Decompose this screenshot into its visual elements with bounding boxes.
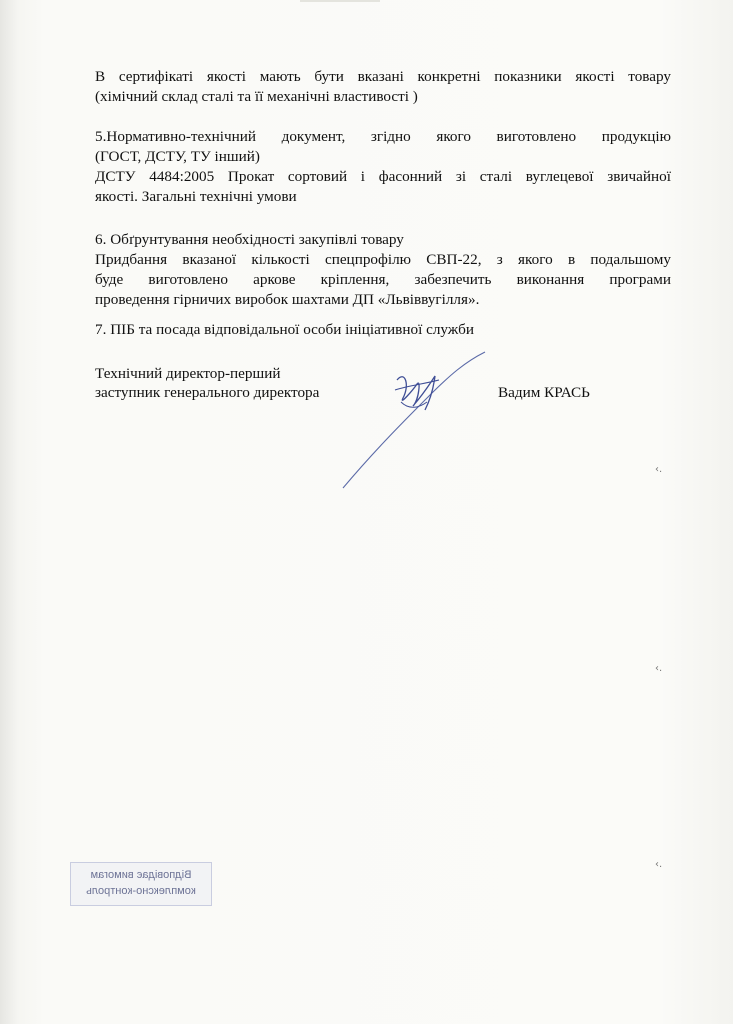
handwritten-signature xyxy=(335,340,495,500)
quality-certificate-paragraph xyxy=(95,67,671,107)
text-line: (ГОСТ, ДСТУ, ТУ інший) xyxy=(95,148,260,165)
position-line: Технічний директор-перший xyxy=(95,365,281,382)
margin-mark: ‹. xyxy=(655,859,663,870)
text-line: 5.Нормативно-технічний документ, згідно якого виготовлено продукцію xyxy=(95,128,671,145)
stamp-line: Відповідає вимогам xyxy=(90,869,192,881)
text-line: Придбання вказаної кількості спецпрофілю СВП-22, з якого в подальшому xyxy=(95,251,671,268)
text-line: ДСТУ 4484:2005 Прокат сортовий і фасонний зі сталі вуглецевої звичайної xyxy=(95,168,671,185)
scan-top-mark xyxy=(300,0,380,2)
normative-document-paragraph xyxy=(95,127,671,207)
signer-position xyxy=(95,364,319,402)
text-line: якості. Загальні технічні умови xyxy=(95,188,297,205)
text-line: (хімічний склад сталі та її механічні властивості ) xyxy=(95,88,418,105)
text-line: буде виготовлено аркове кріплення, забезпечить виконання програми xyxy=(95,271,671,288)
text-line: В сертифікаті якості мають бути вказані конкретні показники якості товару xyxy=(95,68,671,85)
stamp-line: комплексно-контроль xyxy=(86,885,196,897)
text-line: проведення гірничих виробок шахтами ДП «Львіввугілля». xyxy=(95,291,480,308)
signer-name: Вадим КРАСЬ xyxy=(498,384,590,401)
justification-paragraph xyxy=(95,230,671,310)
margin-mark: ‹. xyxy=(655,464,663,475)
text-line: 7. ПІБ та посада відповідальної особи ініціативної служби xyxy=(95,321,474,338)
responsible-person-paragraph xyxy=(95,320,671,340)
mirrored-stamp xyxy=(70,862,212,906)
text-line: 6. Обґрунтування необхідності закупівлі товару xyxy=(95,231,404,248)
scan-shadow xyxy=(0,0,18,1024)
margin-mark: ‹. xyxy=(655,663,663,674)
position-line: заступник генерального директора xyxy=(95,384,320,401)
